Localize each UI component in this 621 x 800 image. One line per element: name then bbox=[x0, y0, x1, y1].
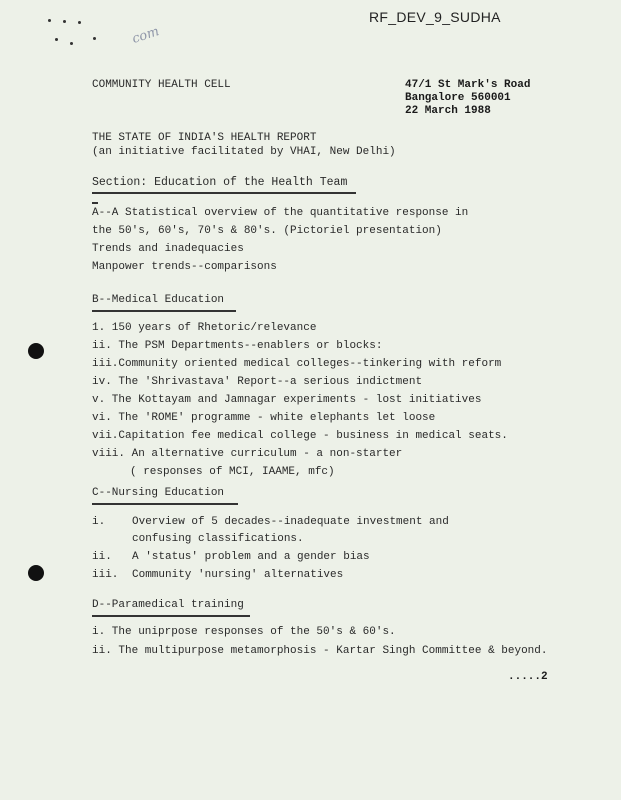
scan-speck bbox=[78, 21, 81, 24]
part-b-item: vii.Capitation fee medical college - business in medical seats. bbox=[92, 430, 508, 442]
part-b-item: ii. The PSM Departments--enablers or blocks: bbox=[92, 340, 383, 352]
page-continuation-marker: .....2 bbox=[508, 671, 548, 683]
letter-date: 22 March 1988 bbox=[405, 105, 491, 117]
scan-speck bbox=[55, 38, 58, 41]
part-c-item-text: confusing classifications. bbox=[132, 533, 304, 545]
part-a-line: Manpower trends--comparisons bbox=[92, 261, 277, 273]
part-a-line: Trends and inadequacies bbox=[92, 243, 244, 255]
section-underline bbox=[92, 192, 356, 194]
address-line-2: Bangalore 560001 bbox=[405, 92, 511, 104]
part-c-item-text: A 'status' problem and a gender bias bbox=[132, 551, 370, 563]
part-c-item-num: ii. bbox=[92, 551, 112, 563]
part-a-line: the 50's, 60's, 70's & 80's. (Pictoriel presentation) bbox=[92, 225, 442, 237]
part-d-underline bbox=[92, 615, 250, 617]
scan-speck bbox=[93, 37, 96, 40]
part-c-item-text: Overview of 5 decades--inadequate investment and bbox=[132, 516, 449, 528]
section-title: Section: Education of the Health Team bbox=[92, 176, 348, 189]
part-c-underline bbox=[92, 503, 238, 505]
part-c-item-num: iii. bbox=[92, 569, 119, 581]
part-c-item-text: Community 'nursing' alternatives bbox=[132, 569, 344, 581]
part-b-underline bbox=[92, 310, 236, 312]
file-stamp: RF_DEV_9_SUDHA bbox=[369, 9, 501, 25]
part-b-item: iii.Community oriented medical colleges--tinkering with reform bbox=[92, 358, 502, 370]
part-c-heading: C--Nursing Education bbox=[92, 487, 225, 499]
punch-hole bbox=[28, 343, 44, 359]
part-d-item: i. The uniprpose responses of the 50's & 60's. bbox=[92, 626, 396, 638]
report-subtitle: (an initiative facilitated by VHAI, New Delhi) bbox=[92, 146, 396, 158]
part-b-heading: B--Medical Education bbox=[92, 294, 225, 306]
part-b-item: iv. The 'Shrivastava' Report--a serious indictment bbox=[92, 376, 423, 388]
scan-speck bbox=[63, 20, 66, 23]
report-title: THE STATE OF INDIA'S HEALTH REPORT bbox=[92, 132, 317, 144]
part-d-heading: D--Paramedical training bbox=[92, 599, 244, 611]
handwritten-annotation: com bbox=[130, 24, 162, 47]
underline-fragment bbox=[92, 202, 98, 204]
scan-speck bbox=[48, 19, 51, 22]
punch-hole bbox=[28, 565, 44, 581]
part-b-item: viii. An alternative curriculum - a non-starter bbox=[92, 448, 403, 460]
address-line-1: 47/1 St Mark's Road bbox=[405, 79, 531, 91]
part-b-item: v. The Kottayam and Jamnagar experiments - lost initiatives bbox=[92, 394, 482, 406]
part-b-item-note: ( responses of MCI, IAAME, mfc) bbox=[130, 466, 335, 478]
part-a-line: A--A Statistical overview of the quantitative response in bbox=[92, 207, 469, 219]
organization-name: COMMUNITY HEALTH CELL bbox=[92, 79, 231, 91]
part-b-item: vi. The 'ROME' programme - white elephants let loose bbox=[92, 412, 436, 424]
part-b-item: 1. 150 years of Rhetoric/relevance bbox=[92, 322, 317, 334]
part-d-item: ii. The multipurpose metamorphosis - Kartar Singh Committee & beyond. bbox=[92, 645, 548, 657]
part-c-item-num: i. bbox=[92, 516, 106, 528]
scan-speck bbox=[70, 42, 73, 45]
